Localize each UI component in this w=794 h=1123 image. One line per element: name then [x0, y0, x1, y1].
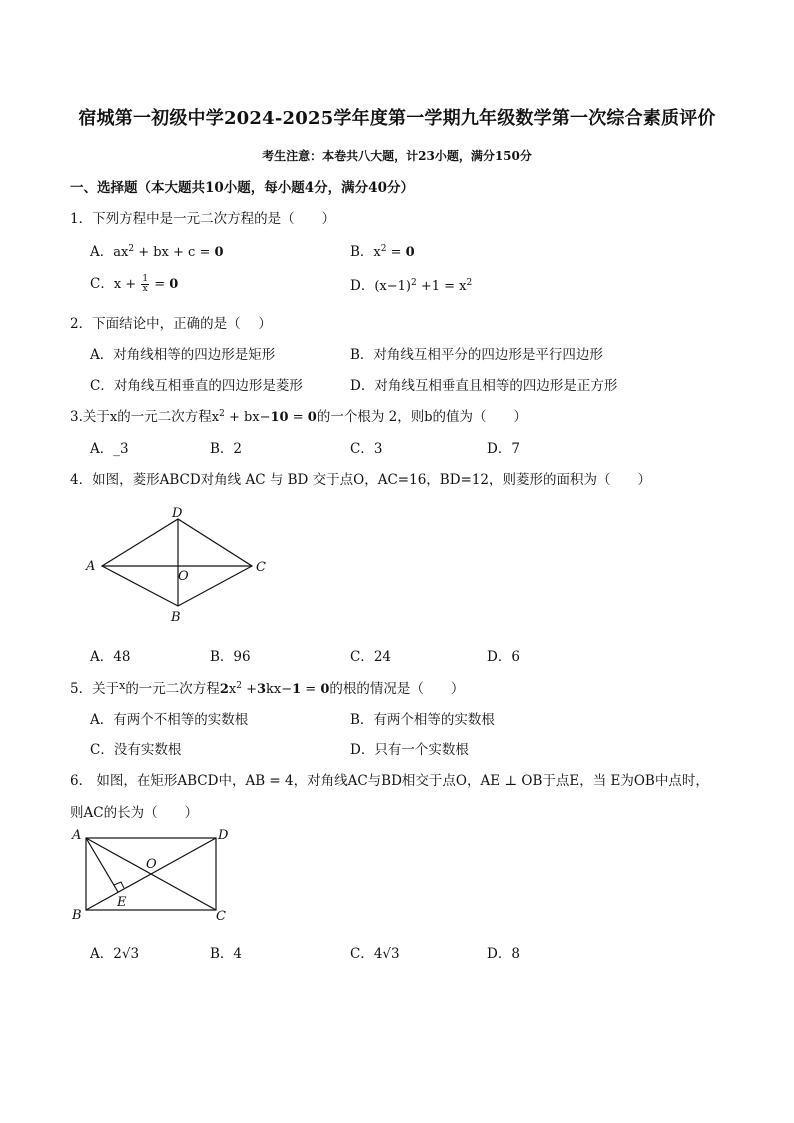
- q6-option-c: C．4√3: [350, 946, 400, 962]
- rectangle-figure: [66, 822, 246, 927]
- rhombus-outline: [102, 519, 252, 606]
- q1-option-a: A．$ax^2$ + bx + c = 0: [90, 244, 224, 260]
- q5-option-a: A．有两个不相等的实数根: [90, 712, 249, 728]
- q5-option-c: C．没有实数根: [90, 742, 182, 758]
- q1-option-d: D．$(x-1)^2 +1 = x^2$: [350, 278, 473, 294]
- label-d: D: [172, 506, 183, 521]
- q3-stem: 3.关于x的一元二次方程$x^2 + bx-10 = 0$的一个根为 2，则b的值为（ ）: [70, 409, 528, 425]
- q3-option-b: B．2: [210, 441, 243, 457]
- section-title: 一、选择题（本大题共10小题，每小题4分，满分40分）: [70, 180, 414, 196]
- q2-option-c: C．对角线互相垂直的四边形是菱形: [90, 378, 303, 394]
- label-a: A: [86, 559, 96, 574]
- label-e: E: [117, 895, 127, 910]
- q6-option-a: A．2√3: [90, 946, 140, 962]
- q2-option-a: A．对角线相等的四边形是矩形: [90, 347, 276, 363]
- q4-stem: 4．如图，菱形ABCD对角线 AC 与 BD 交于点O，AC=16，BD=12，则菱形的面积为（ ）: [70, 472, 652, 488]
- q5-option-d: D．只有一个实数根: [350, 742, 469, 758]
- q2-stem: 2．下面结论中，正确的是（ ）: [70, 316, 272, 332]
- exam-notice: 考生注意：本卷共八大题，计23小题，满分150分: [262, 149, 532, 163]
- label-c: C: [216, 909, 226, 924]
- q5-stem: 5．关于$^x$的一元二次方程$2x^2 +3kx-1 = 0$的根的情况是（ ）: [70, 679, 465, 697]
- q3-option-c: C．3: [350, 441, 383, 457]
- q3-option-a: A．_3: [90, 441, 129, 457]
- q6-option-b: B．4: [210, 946, 243, 962]
- q6-stem-line1: 6． 如图，在矩形ABCD中，AB = 4，对角线AC与BD相交于点O，AE ⊥ OB于点E，当 E为OB中点时，: [70, 773, 709, 789]
- label-o: O: [178, 569, 189, 584]
- q2-option-b: B．对角线互相平分的四边形是平行四边形: [350, 347, 603, 363]
- segment-ae: [86, 838, 118, 892]
- page-title: 宿城第一初级中学2024-2025学年度第一学期九年级数学第一次综合素质评价: [78, 108, 716, 129]
- q4-option-b: B．96: [210, 649, 251, 665]
- q6-stem-line2: 则AC的长为（ ）: [70, 805, 199, 821]
- q3-option-d: D．7: [487, 441, 520, 457]
- label-c: C: [256, 560, 266, 575]
- q1-option-b: B．$x^2 = 0$: [350, 244, 415, 260]
- q4-option-a: A．48: [90, 649, 131, 665]
- q1-option-c: C．x + $\frac{1}{x}$ = 0: [90, 274, 179, 294]
- rhombus-figure: [80, 500, 280, 630]
- label-b: B: [171, 610, 181, 625]
- label-d: D: [218, 828, 229, 843]
- q2-option-d: D．对角线互相垂直且相等的四边形是正方形: [350, 378, 618, 394]
- q1-stem: 1．下列方程中是一元二次方程的是（ ）: [70, 211, 336, 227]
- q5-option-b: B．有两个相等的实数根: [350, 712, 495, 728]
- q6-option-d: D．8: [487, 946, 520, 962]
- label-o: O: [146, 857, 157, 872]
- label-a: A: [72, 828, 82, 843]
- q4-option-c: C．24: [350, 649, 392, 665]
- label-b: B: [72, 908, 82, 923]
- q4-option-d: D．6: [487, 649, 520, 665]
